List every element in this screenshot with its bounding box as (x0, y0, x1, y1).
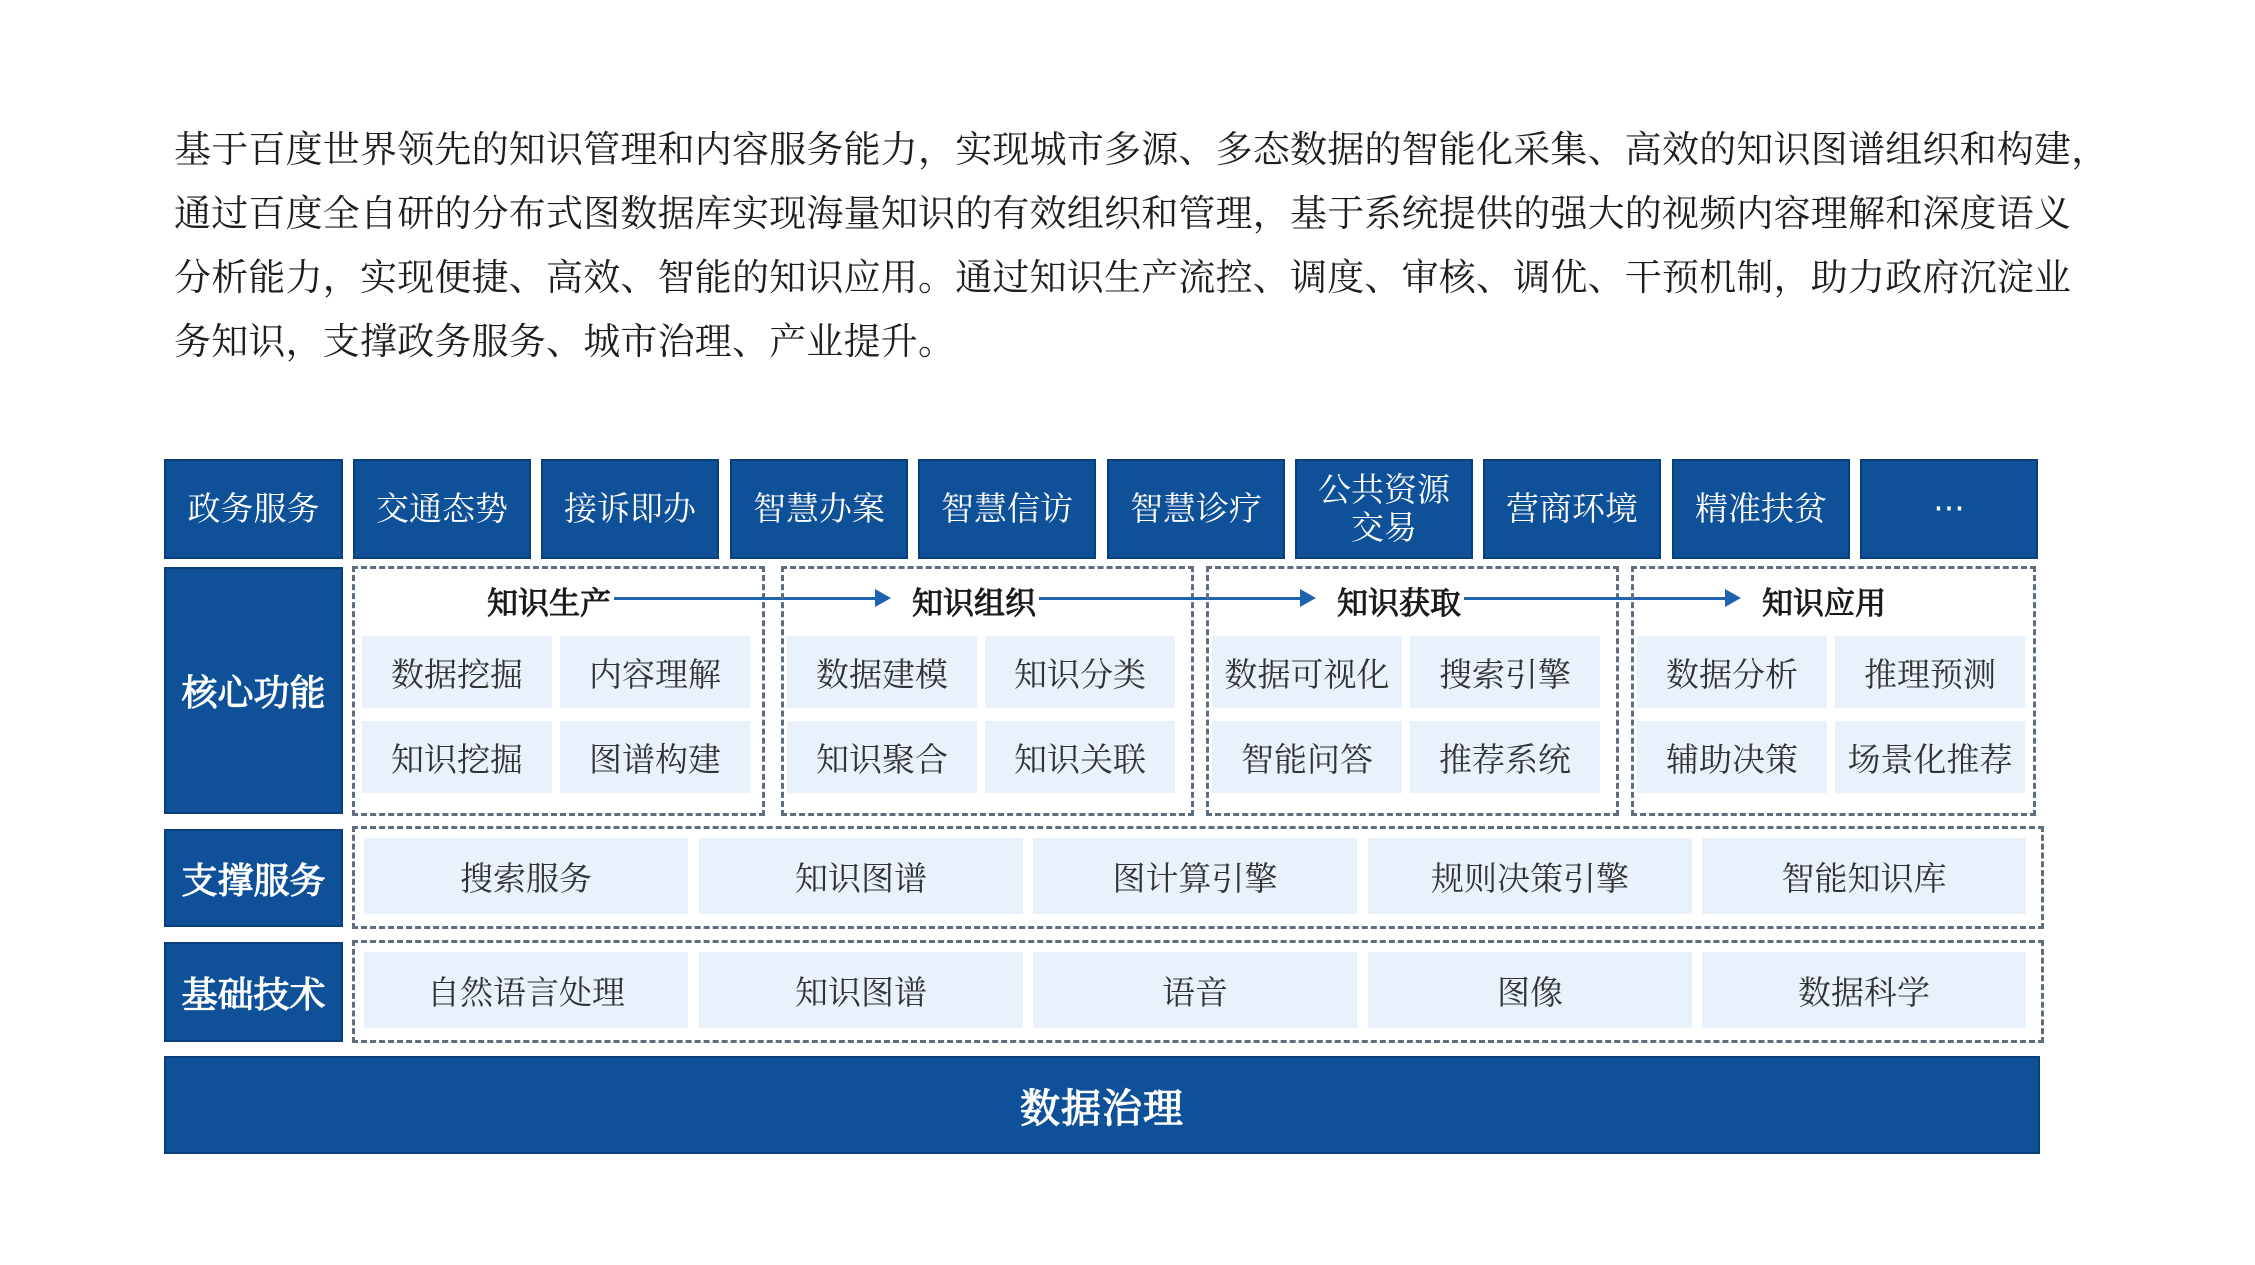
core-function-cell: 知识挖掘 (362, 721, 552, 793)
core-stage-title: 知识组织 (912, 586, 1036, 622)
core-function-cell: 推荐系统 (1410, 721, 1600, 793)
intro-line: 务知识，支撑政务服务、城市治理、产业提升。 (174, 320, 956, 363)
row-label-core-functions: 核心功能 (164, 567, 343, 814)
top-row-item: 精准扶贫 (1672, 459, 1850, 559)
data-governance-bar: 数据治理 (164, 1056, 2040, 1154)
top-row-item: ··· (1860, 459, 2038, 559)
core-stage-title: 知识获取 (1337, 586, 1461, 622)
base-technology-cell: 语音 (1033, 952, 1357, 1028)
base-technology-cell: 图像 (1368, 952, 1692, 1028)
core-function-cell: 数据建模 (787, 636, 977, 708)
row-label-base-technology: 基础技术 (164, 942, 343, 1042)
support-service-cell: 规则决策引擎 (1368, 838, 1692, 914)
core-function-cell: 知识聚合 (787, 721, 977, 793)
intro-paragraph (174, 118, 2109, 374)
intro-line: 通过百度全自研的分布式图数据库实现海量知识的有效组织和管理，基于系统提供的强大的视频内容理解和深度语义 (174, 192, 2072, 235)
top-row-item: 智慧诊疗 (1107, 459, 1285, 559)
core-function-cell: 图谱构建 (560, 721, 750, 793)
core-function-cell: 知识关联 (985, 721, 1175, 793)
core-function-cell: 数据可视化 (1212, 636, 1402, 708)
core-function-cell: 内容理解 (560, 636, 750, 708)
top-row-item: 智慧信访 (918, 459, 1096, 559)
support-service-cell: 搜索服务 (364, 838, 688, 914)
base-technology-cell: 自然语言处理 (364, 952, 688, 1028)
core-stage-title: 知识生产 (487, 586, 611, 622)
core-function-cell: 推理预测 (1835, 636, 2025, 708)
core-function-cell: 搜索引擎 (1410, 636, 1600, 708)
intro-line: 分析能力，实现便捷、高效、智能的知识应用。通过知识生产流控、调度、审核、调优、干预机制，助力政府沉淀业 (174, 256, 2072, 299)
support-service-cell: 图计算引擎 (1033, 838, 1357, 914)
top-row-item: 交通态势 (353, 459, 531, 559)
core-function-cell: 数据挖掘 (362, 636, 552, 708)
top-row-item: 接诉即办 (541, 459, 719, 559)
core-function-cell: 场景化推荐 (1835, 721, 2025, 793)
row-label-support-services: 支撑服务 (164, 829, 343, 927)
core-stage-title: 知识应用 (1762, 586, 1886, 622)
support-service-cell: 智能知识库 (1702, 838, 2026, 914)
top-row-item: 营商环境 (1483, 459, 1661, 559)
intro-line: 基于百度世界领先的知识管理和内容服务能力，实现城市多源、多态数据的智能化采集、高效的知识图谱组织和构建， (174, 128, 2109, 171)
support-service-cell: 知识图谱 (699, 838, 1023, 914)
base-technology-cell: 知识图谱 (699, 952, 1023, 1028)
base-technology-cell: 数据科学 (1702, 952, 2026, 1028)
core-function-cell: 知识分类 (985, 636, 1175, 708)
core-function-cell: 数据分析 (1637, 636, 1827, 708)
top-row-item: 公共资源 交易 (1295, 459, 1473, 559)
row-label-government-services: 政务服务 (164, 459, 343, 559)
top-row-item: 智慧办案 (730, 459, 908, 559)
core-function-cell: 智能问答 (1212, 721, 1402, 793)
core-function-cell: 辅助决策 (1637, 721, 1827, 793)
